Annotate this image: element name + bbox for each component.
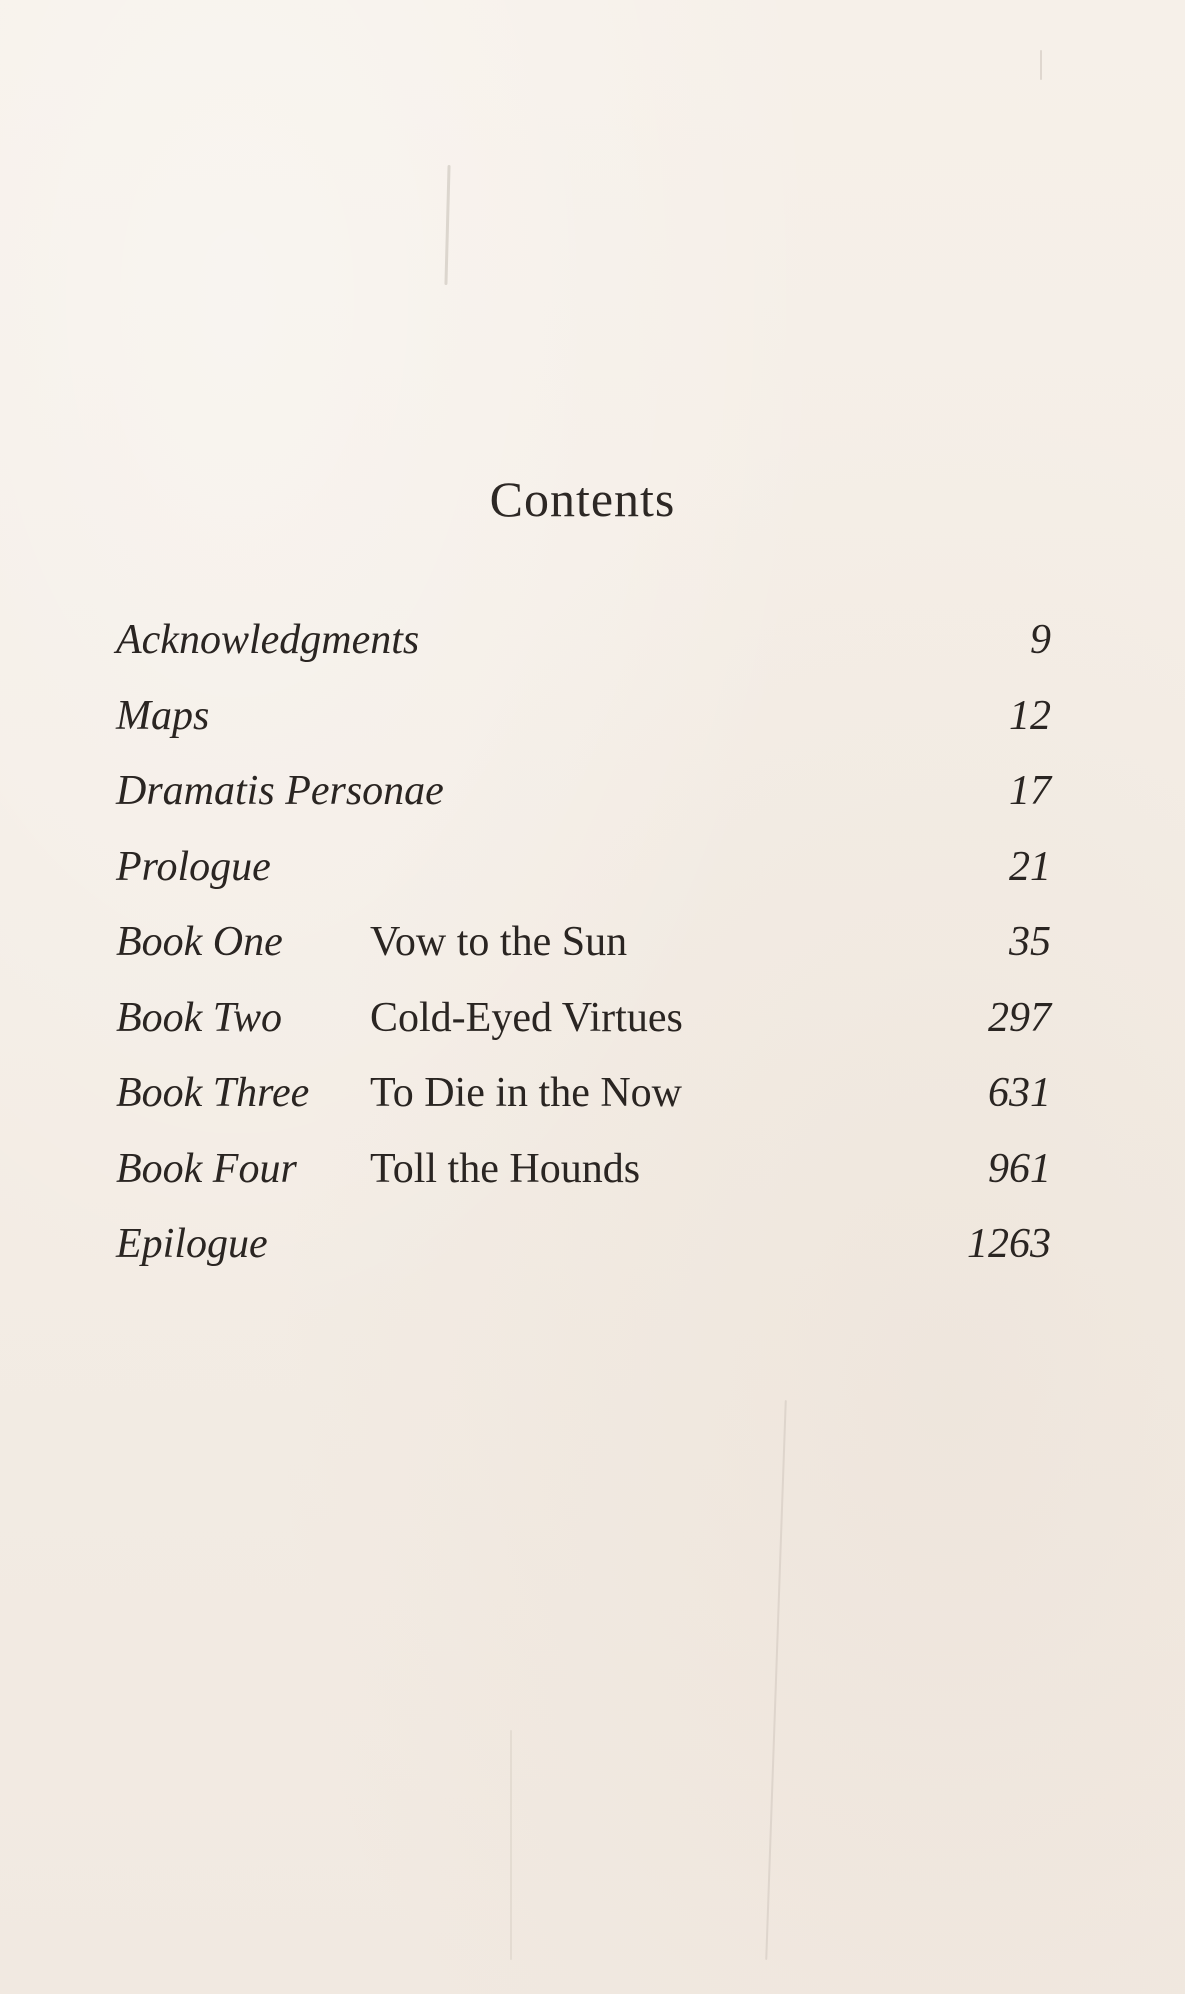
toc-entry-label: Book Two (116, 994, 283, 1041)
toc-entry-subtitle: Vow to the Sun (370, 919, 628, 965)
toc-entry-page: 35 (1009, 919, 1051, 965)
toc-entry-label: Prologue (116, 843, 271, 890)
toc-row-acknowledgments (116, 612, 1051, 688)
toc-row-epilogue (116, 1216, 1051, 1292)
toc-entry-page: 961 (988, 1145, 1051, 1192)
toc-row-maps (116, 688, 1051, 764)
toc-entry-page: 297 (988, 994, 1051, 1041)
toc-entry-page: 21 (1009, 843, 1051, 890)
toc-entry-subtitle: Toll the Hounds (370, 1145, 641, 1192)
toc-row-prologue (116, 839, 1051, 915)
toc-row-book-two (116, 990, 1051, 1066)
toc-entry-page: 1263 (967, 1221, 1051, 1267)
toc-entry-subtitle: Cold-Eyed Virtues (370, 994, 683, 1041)
toc-entry-label: Maps (116, 692, 210, 739)
toc-entry-page: 17 (1009, 768, 1051, 814)
toc-row-book-four (116, 1141, 1051, 1217)
toc-entry-label: Acknowledgments (116, 617, 420, 663)
toc-row-book-three (116, 1065, 1051, 1141)
toc-row-dramatis-personae (116, 763, 1051, 839)
toc-entry-page: 9 (1030, 617, 1051, 663)
paper-crease (444, 165, 450, 285)
toc-entry-label: Book Four (116, 1145, 297, 1192)
toc-entry-label: Book One (116, 919, 283, 965)
paper-crease (510, 1730, 512, 1960)
paper-crease (1040, 50, 1042, 80)
table-of-contents (116, 612, 1051, 1292)
toc-entry-subtitle: To Die in the Now (370, 1070, 683, 1116)
toc-row-book-one (116, 914, 1051, 990)
toc-entry-label: Dramatis Personae (116, 768, 444, 814)
toc-entry-label: Epilogue (116, 1221, 268, 1267)
toc-entry-label: Book Three (116, 1070, 310, 1116)
paper-crease (765, 1400, 787, 1960)
page-title: Contents (489, 471, 676, 527)
toc-entry-page: 631 (988, 1070, 1051, 1116)
toc-entry-page: 12 (1009, 692, 1051, 739)
